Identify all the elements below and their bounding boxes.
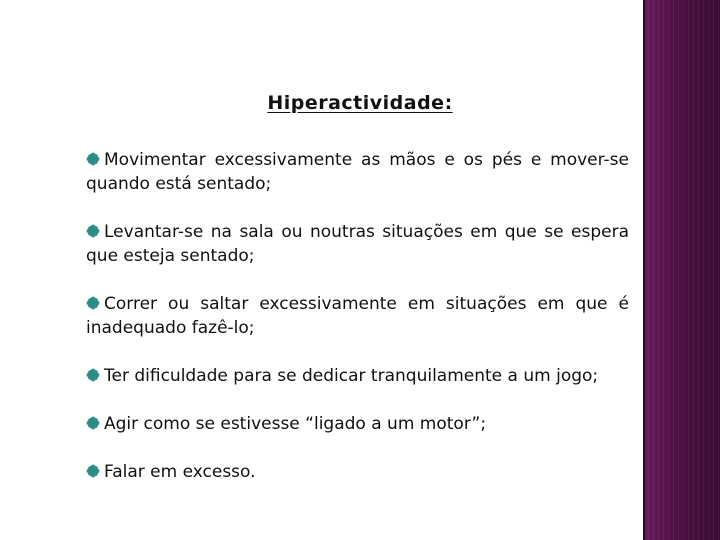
bullet-item-1 xyxy=(86,148,629,196)
slide-title: Hiperactividade: xyxy=(267,92,453,114)
bullet-item-5 xyxy=(86,412,629,436)
bullet-item-6 xyxy=(86,460,629,484)
flower-bullet-icon xyxy=(86,416,100,430)
bullet-text-6: Falar em excesso. xyxy=(104,462,256,482)
slide-title-container xyxy=(0,92,720,114)
bullet-item-3 xyxy=(86,292,629,340)
bullet-text-2: Levantar-se na sala ou noutras situações em que se espera que esteja sentado; xyxy=(86,222,629,266)
bullet-list xyxy=(86,148,629,484)
flower-bullet-icon xyxy=(86,152,100,166)
flower-bullet-icon xyxy=(86,224,100,238)
decorative-side-panel xyxy=(643,0,720,540)
bullet-text-4: Ter dificuldade para se dedicar tranquilamente a um jogo; xyxy=(104,366,599,386)
bullet-item-4 xyxy=(86,364,629,388)
bullet-text-5: Agir como se estivesse “ligado a um motor”; xyxy=(104,414,487,434)
bullet-text-3: Correr ou saltar excessivamente em situações em que é inadequado fazê-lo; xyxy=(86,294,629,338)
flower-bullet-icon xyxy=(86,368,100,382)
bullet-item-2 xyxy=(86,220,629,268)
flower-bullet-icon xyxy=(86,464,100,478)
side-panel-texture xyxy=(643,0,720,540)
flower-bullet-icon xyxy=(86,296,100,310)
side-panel-edge xyxy=(643,0,645,540)
bullet-text-1: Movimentar excessivamente as mãos e os pés e mover-se quando está sentado; xyxy=(86,150,629,194)
